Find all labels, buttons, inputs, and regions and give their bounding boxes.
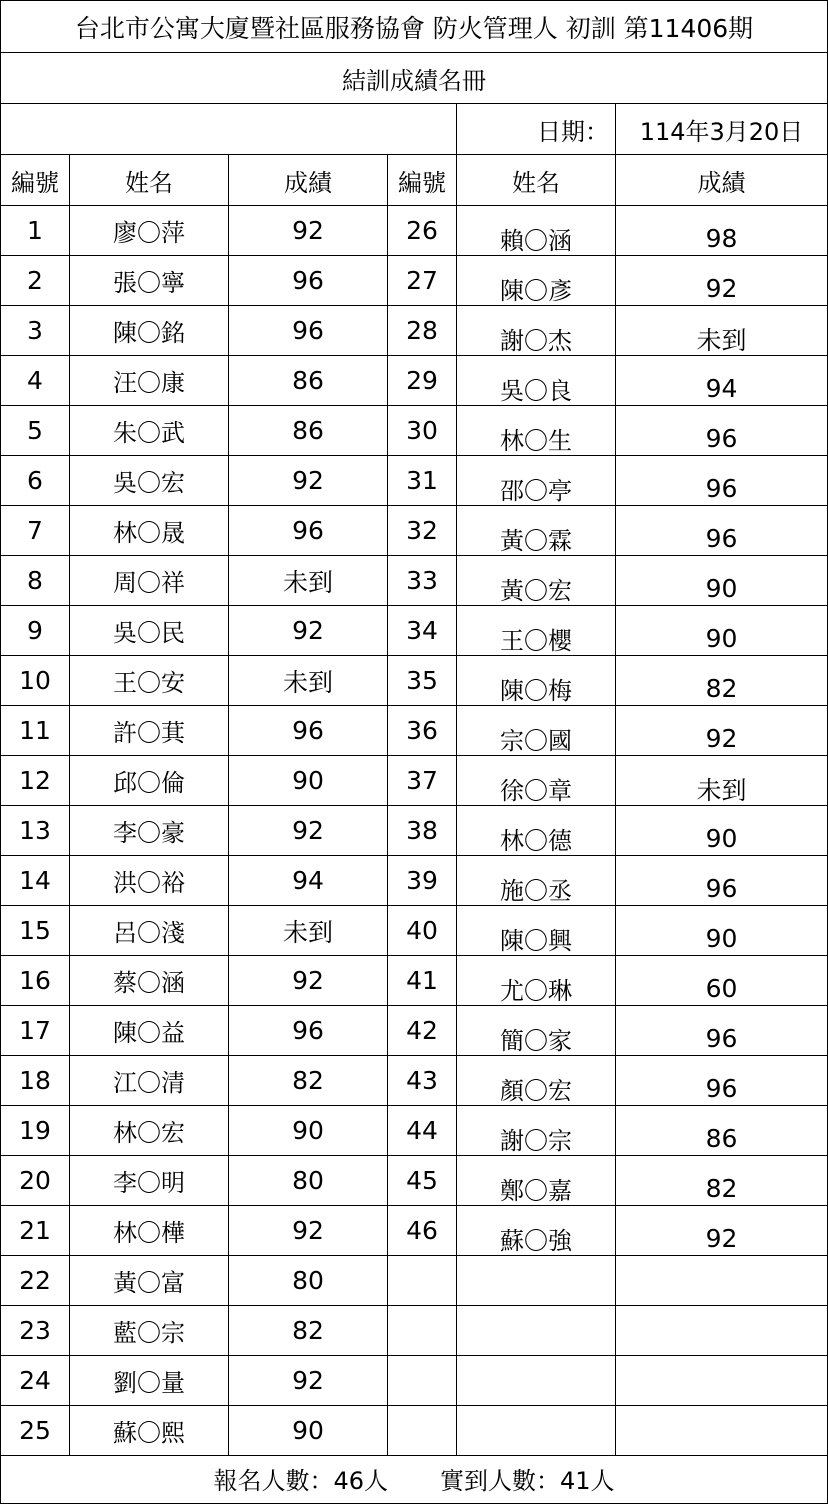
table-row [1,506,827,556]
right-score-cell: 90 [615,906,827,955]
left-name-cell: 林〇晟 [69,506,228,555]
left-number-cell: 15 [19,916,51,945]
left-name-cell: 汪〇康 [69,356,228,405]
left-score-cell: 96 [228,306,387,355]
left-number-cell: 23 [19,1316,51,1345]
left-score-cell: 80 [228,1156,387,1205]
right-number-cell: 45 [387,1156,456,1205]
left-score-cell: 82 [228,1306,387,1355]
right-number-cell: 35 [387,656,456,705]
right-score-cell [615,1406,827,1455]
date-row [1,104,827,155]
right-score-cell [615,1256,827,1305]
left-name-cell: 周〇祥 [69,556,228,605]
title-row [1,1,827,53]
right-score-cell: 90 [615,806,827,855]
right-number-cell: 28 [387,306,456,355]
left-score-cell: 92 [228,206,387,255]
left-number-cell: 9 [27,616,43,645]
left-number-cell: 4 [27,366,43,395]
table-row [1,1306,827,1356]
left-number-cell: 3 [27,316,43,345]
table-row [1,356,827,406]
date-label: 日期： [456,104,615,154]
subtitle-row [1,53,827,104]
left-number-cell: 19 [19,1116,51,1145]
right-score-cell: 60 [615,956,827,1005]
right-number-cell: 41 [387,956,456,1005]
right-name-cell [456,1356,615,1405]
right-score-cell: 90 [615,556,827,605]
table-row [1,606,827,656]
footer-row [1,1454,827,1503]
header-name-right: 姓名 [456,155,615,205]
right-score-cell: 96 [615,1056,827,1105]
left-number-cell: 5 [27,416,43,445]
table-row [1,1006,827,1056]
right-score-cell: 90 [615,606,827,655]
right-score-cell: 未到 [615,306,827,355]
right-score-cell: 82 [615,656,827,705]
table-row [1,906,827,956]
right-score-cell: 96 [615,456,827,505]
table-row [1,1356,827,1406]
right-score-cell: 未到 [615,756,827,805]
document-subtitle: 結訓成績名冊 [342,66,486,95]
left-number-cell: 11 [19,716,51,745]
right-name-cell: 陳〇彥 [456,256,615,305]
right-number-cell: 36 [387,706,456,755]
left-name-cell: 許〇萁 [69,706,228,755]
left-score-cell: 96 [228,256,387,305]
right-score-cell: 98 [615,206,827,255]
left-name-cell: 張〇寧 [69,256,228,305]
left-number-cell: 16 [19,966,51,995]
left-name-cell: 呂〇淺 [69,906,228,955]
left-name-cell: 廖〇萍 [69,206,228,255]
table-row [1,1106,827,1156]
table-row [1,1406,827,1456]
left-name-cell: 王〇安 [69,656,228,705]
left-name-cell: 洪〇裕 [69,856,228,905]
left-score-cell: 92 [228,606,387,655]
header-score-right: 成績 [615,155,827,205]
right-score-cell: 96 [615,856,827,905]
left-number-cell: 12 [19,766,51,795]
right-score-cell: 96 [615,506,827,555]
left-name-cell: 邱〇倫 [69,756,228,805]
right-name-cell [456,1406,615,1455]
left-number-cell: 25 [19,1416,51,1445]
right-score-cell [615,1306,827,1355]
left-score-cell: 92 [228,456,387,505]
right-number-cell: 29 [387,356,456,405]
table-row [1,556,827,606]
right-score-cell: 96 [615,406,827,455]
right-name-cell: 簡〇家 [456,1006,615,1055]
header-number-right: 編號 [387,155,456,205]
left-score-cell: 92 [228,806,387,855]
right-number-cell: 44 [387,1106,456,1155]
right-score-cell: 92 [615,706,827,755]
footer-summary [1,1454,827,1503]
left-name-cell: 吳〇宏 [69,456,228,505]
right-score-cell: 92 [615,256,827,305]
left-number-cell: 18 [19,1066,51,1095]
table-row [1,806,827,856]
left-score-cell: 86 [228,406,387,455]
left-number-cell: 2 [27,266,43,295]
right-score-cell: 92 [615,1206,827,1255]
right-number-cell [387,1306,456,1355]
left-name-cell: 李〇明 [69,1156,228,1205]
left-name-cell: 蔡〇涵 [69,956,228,1005]
table-row [1,656,827,706]
right-name-cell: 謝〇杰 [456,306,615,355]
right-name-cell: 宗〇國 [456,706,615,755]
left-name-cell: 江〇清 [69,1056,228,1105]
left-number-cell: 20 [19,1166,51,1195]
left-number-cell: 6 [27,466,43,495]
right-name-cell: 鄭〇嘉 [456,1156,615,1205]
left-score-cell: 未到 [228,656,387,705]
left-score-cell: 92 [228,1206,387,1255]
right-name-cell: 王〇櫻 [456,606,615,655]
right-number-cell: 31 [387,456,456,505]
left-score-cell: 90 [228,1106,387,1155]
table-row [1,1256,827,1306]
right-score-cell: 96 [615,1006,827,1055]
right-number-cell: 34 [387,606,456,655]
column-header-row [1,155,827,206]
left-score-cell: 92 [228,956,387,1005]
right-name-cell: 徐〇章 [456,756,615,805]
left-score-cell: 未到 [228,556,387,605]
left-name-cell: 劉〇量 [69,1356,228,1405]
left-score-cell: 90 [228,756,387,805]
header-score-left: 成績 [228,155,387,205]
left-name-cell: 黃〇富 [69,1256,228,1305]
date-blank-cell [1,104,456,154]
right-number-cell: 37 [387,756,456,805]
right-name-cell: 陳〇梅 [456,656,615,705]
left-number-cell: 22 [19,1266,51,1295]
table-row [1,306,827,356]
right-name-cell: 賴〇涵 [456,206,615,255]
left-number-cell: 8 [27,566,43,595]
right-name-cell: 黃〇霖 [456,506,615,555]
right-number-cell: 38 [387,806,456,855]
header-name-left: 姓名 [69,155,228,205]
left-score-cell: 94 [228,856,387,905]
table-row [1,1156,827,1206]
table-row [1,756,827,806]
right-score-cell: 94 [615,356,827,405]
left-score-cell: 96 [228,506,387,555]
right-number-cell [387,1256,456,1305]
left-number-cell: 24 [19,1366,51,1395]
right-number-cell: 46 [387,1206,456,1255]
table-row [1,256,827,306]
attended-count: 實到人數：41人 [440,1467,615,1495]
right-number-cell: 42 [387,1006,456,1055]
right-name-cell: 尤〇琳 [456,956,615,1005]
right-number-cell [387,1406,456,1455]
right-number-cell [387,1356,456,1405]
right-number-cell: 33 [387,556,456,605]
left-number-cell: 1 [27,216,43,245]
left-score-cell: 80 [228,1256,387,1305]
right-score-cell [615,1356,827,1405]
table-row [1,956,827,1006]
right-number-cell: 30 [387,406,456,455]
right-number-cell: 39 [387,856,456,905]
right-name-cell: 蘇〇強 [456,1206,615,1255]
right-name-cell: 黃〇宏 [456,556,615,605]
table-row [1,456,827,506]
table-row [1,856,827,906]
table-row [1,406,827,456]
right-name-cell: 林〇德 [456,806,615,855]
left-score-cell: 82 [228,1056,387,1105]
right-number-cell: 32 [387,506,456,555]
table-row [1,706,827,756]
left-score-cell: 90 [228,1406,387,1455]
left-number-cell: 21 [19,1216,51,1245]
right-name-cell: 吳〇良 [456,356,615,405]
header-number-left: 編號 [11,168,59,197]
left-name-cell: 陳〇銘 [69,306,228,355]
right-number-cell: 27 [387,256,456,305]
left-score-cell: 92 [228,1356,387,1405]
left-number-cell: 14 [19,866,51,895]
left-name-cell: 林〇樺 [69,1206,228,1255]
left-name-cell: 陳〇益 [69,1006,228,1055]
left-name-cell: 吳〇民 [69,606,228,655]
left-name-cell: 林〇宏 [69,1106,228,1155]
left-number-cell: 17 [19,1016,51,1045]
left-name-cell: 蘇〇熙 [69,1406,228,1455]
left-name-cell: 李〇豪 [69,806,228,855]
left-score-cell: 未到 [228,906,387,955]
left-number-cell: 7 [27,516,43,545]
table-row [1,206,827,256]
right-number-cell: 40 [387,906,456,955]
left-number-cell: 13 [19,816,51,845]
right-score-cell: 82 [615,1156,827,1205]
table-row [1,1206,827,1256]
document-title: 台北市公寓大廈暨社區服務協會 防火管理人 初訓 第11406期 [74,13,754,43]
right-name-cell [456,1256,615,1305]
left-number-cell: 10 [19,666,51,695]
right-number-cell: 43 [387,1056,456,1105]
table-row [1,1056,827,1106]
left-score-cell: 86 [228,356,387,405]
date-value: 114年3月20日 [615,104,827,154]
right-name-cell: 邵〇亭 [456,456,615,505]
right-name-cell: 謝〇宗 [456,1106,615,1155]
left-name-cell: 朱〇武 [69,406,228,455]
right-score-cell: 86 [615,1106,827,1155]
left-name-cell: 藍〇宗 [69,1306,228,1355]
right-name-cell [456,1306,615,1355]
right-name-cell: 林〇生 [456,406,615,455]
right-number-cell: 26 [387,206,456,255]
right-name-cell: 陳〇興 [456,906,615,955]
left-score-cell: 96 [228,706,387,755]
left-score-cell: 96 [228,1006,387,1055]
right-name-cell: 施〇丞 [456,856,615,905]
registered-count: 報名人數：46人 [213,1467,388,1495]
right-name-cell: 顏〇宏 [456,1056,615,1105]
